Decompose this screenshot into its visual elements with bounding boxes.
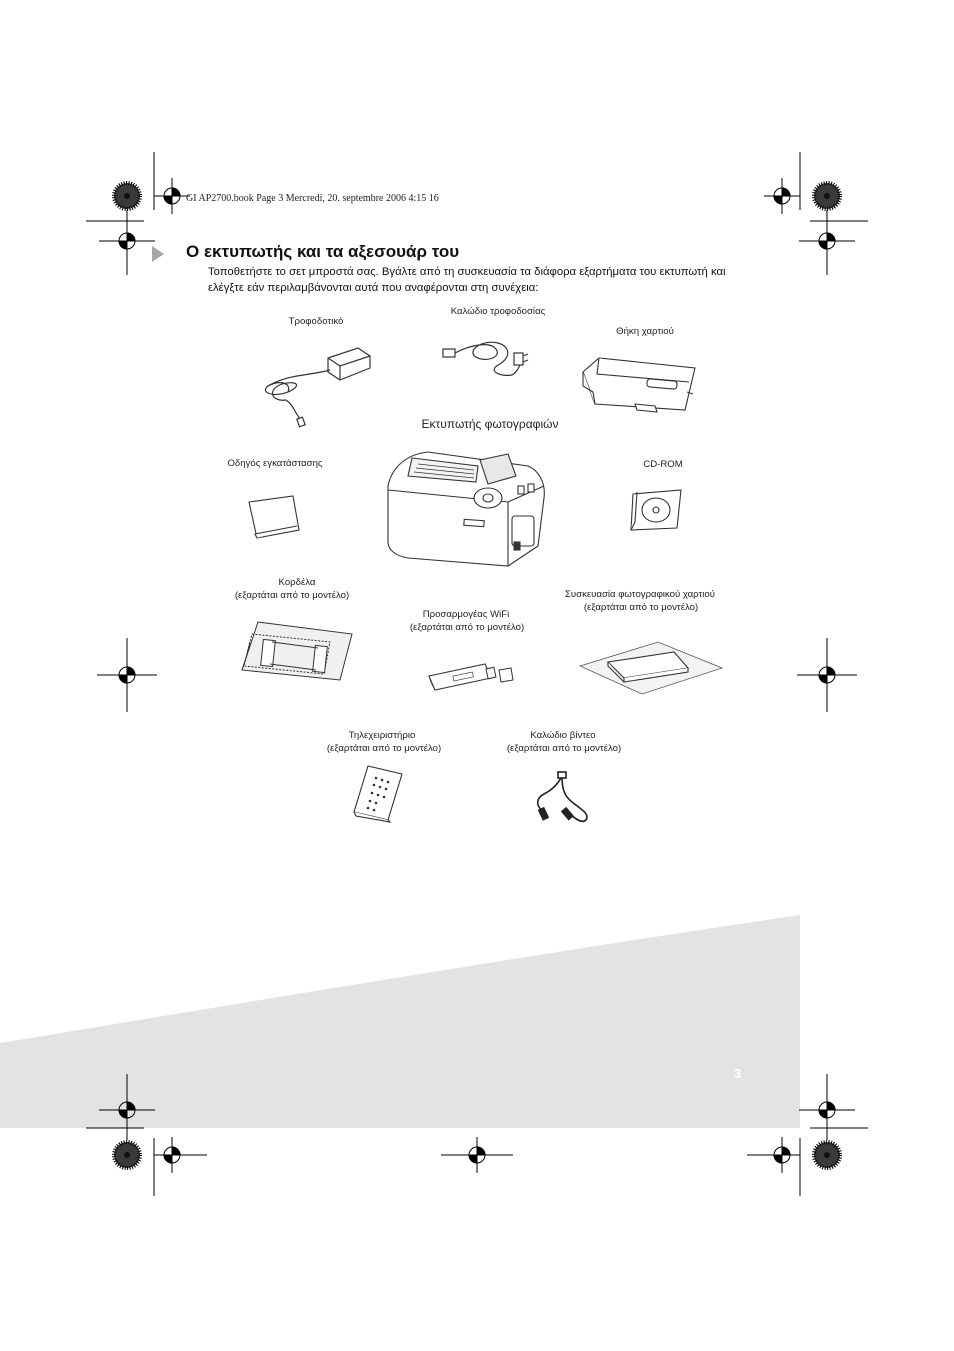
remote-control-note: (εξαρτάται από το μοντέλο) [326, 743, 442, 754]
video-cable-illustration [528, 770, 596, 826]
ribbon-note: (εξαρτάται από το μοντέλο) [234, 590, 350, 601]
power-cable-label: Καλώδιο τροφοδοσίας [450, 306, 546, 317]
paper-tray-illustration [575, 352, 700, 420]
wifi-adapter-illustration [425, 660, 515, 694]
setup-guide-label: Οδηγός εγκατάστασης [227, 458, 323, 469]
photo-printer-label: Εκτυπωτής φωτογραφιών [421, 417, 559, 431]
photo-printer-illustration [378, 446, 553, 570]
ribbon-label: Κορδέλα [278, 577, 316, 588]
setup-guide-illustration [245, 492, 303, 542]
section-title: Ο εκτυπωτής και τα αξεσουάρ του [186, 242, 460, 261]
intro-line-1: Τοποθετήστε το σετ μπροστά σας. Βγάλτε από τη συσκευασία τα διάφορα εξαρτήματα του εκτυπωτή και [208, 266, 726, 278]
photo-paper-pack-label: Συσκευασία φωτογραφικού χαρτιού [564, 589, 716, 600]
power-cable-illustration [440, 325, 530, 385]
print-header: GI AP2700.book Page 3 Mercredi, 20. septembre 2006 4:15 16 [186, 193, 439, 204]
photo-paper-pack-note: (εξαρτάται από το μοντέλο) [583, 602, 699, 613]
remote-control-label: Τηλεχειριστήριο [348, 730, 416, 741]
power-adapter-illustration [258, 340, 378, 430]
wifi-adapter-label: Προσαρμογέας WiFi [422, 609, 510, 620]
page-number: 3 [734, 1066, 742, 1081]
section-arrow-icon [152, 246, 164, 262]
video-cable-note: (εξαρτάται από το μοντέλο) [506, 743, 622, 754]
remote-control-illustration [352, 762, 408, 822]
power-adapter-label: Τροφοδοτικό [288, 316, 344, 327]
cd-rom-label: CD-ROM [643, 459, 683, 470]
cd-rom-illustration [629, 488, 685, 532]
intro-paragraph [208, 264, 783, 296]
wifi-adapter-note: (εξαρτάται από το μοντέλο) [409, 622, 525, 633]
paper-tray-label: Θήκη χαρτιού [616, 326, 674, 337]
video-cable-label: Καλώδιο βίντεο [530, 730, 596, 741]
photo-paper-pack-illustration [578, 638, 724, 696]
ribbon-illustration [240, 618, 355, 684]
intro-line-2: ελέγξτε εάν περιλαμβάνονται αυτά που αναφέρονται στη συνέχεια: [208, 282, 539, 294]
